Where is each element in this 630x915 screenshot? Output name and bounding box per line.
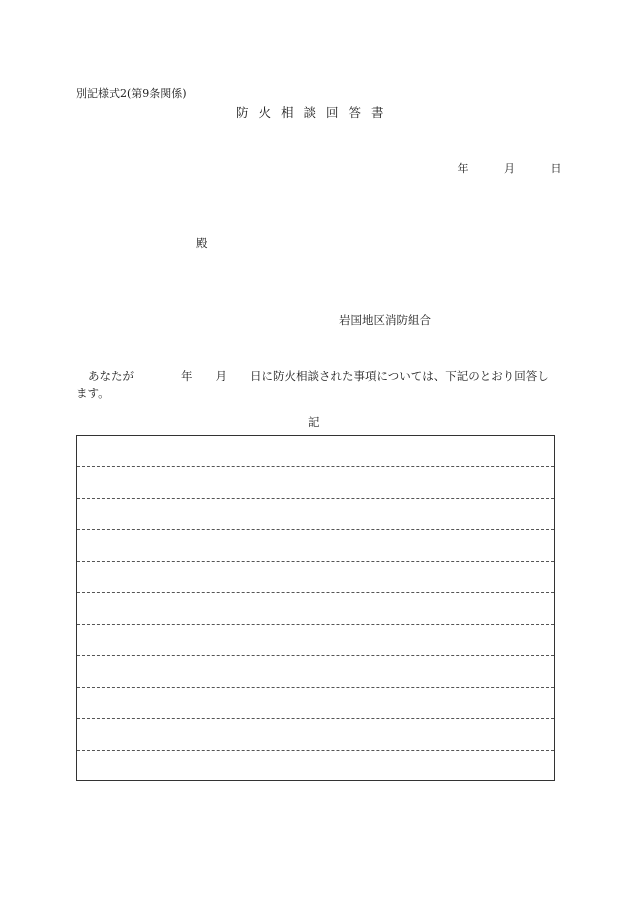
body-part2: 日に防火相談された事項については、下記のとおり回答します。: [76, 369, 549, 400]
form-number: 別記様式2(第9条関係): [76, 87, 187, 100]
date-month-label: 月: [504, 162, 515, 175]
body-year-label: 年: [181, 369, 193, 383]
date-day-label: 日: [550, 162, 562, 175]
answer-line: [77, 624, 554, 625]
body-month-label: 月: [215, 369, 227, 383]
answer-line: [77, 529, 554, 530]
body-text: [76, 368, 556, 402]
answer-line: [77, 561, 554, 562]
date-year-label: 年: [457, 162, 469, 175]
answer-line: [77, 687, 554, 688]
issuer-name: 岩国地区消防組合: [339, 313, 431, 327]
ki-heading: 記: [308, 415, 320, 429]
answer-line: [77, 592, 554, 593]
document-title: 防火相談回答書: [236, 105, 394, 120]
answer-line: [77, 466, 554, 467]
answer-line: [77, 750, 554, 751]
answer-box[interactable]: [76, 435, 555, 781]
answer-line: [77, 498, 554, 499]
answer-line: [77, 718, 554, 719]
answer-line: [77, 655, 554, 656]
addressee-suffix: 殿: [196, 236, 208, 250]
body-part1: あなたが: [88, 369, 134, 383]
date-line: [454, 160, 562, 176]
